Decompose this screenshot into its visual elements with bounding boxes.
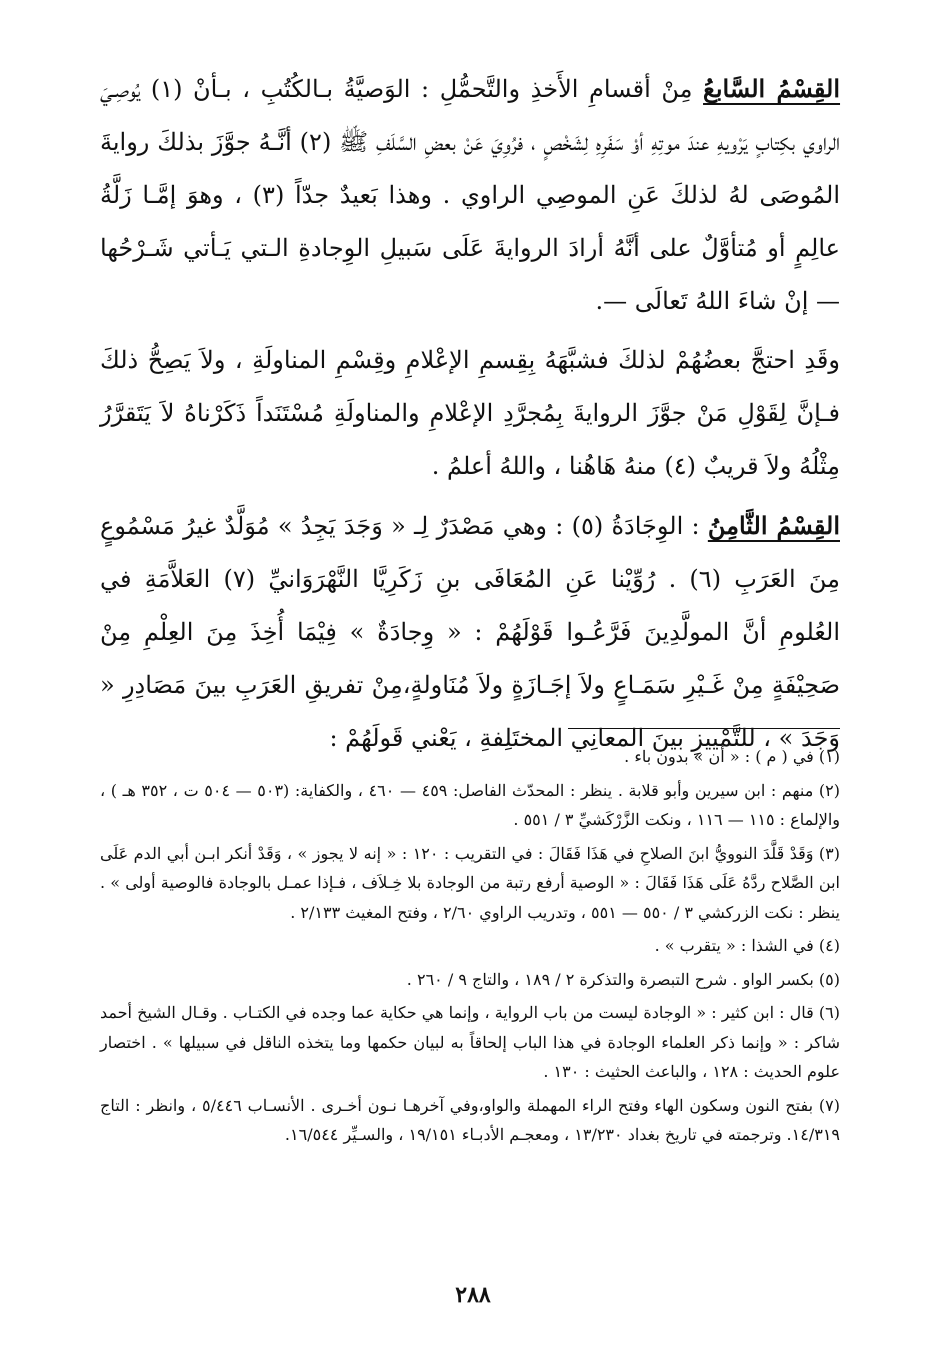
main-text <box>100 62 840 771</box>
paragraph-text: مِنْ أقسامِ الأَخذِ والتَّحمُّلِ : الوَصيَّةُ بـالكُتُبِ ، بـأنْ (١) يُوصِـيَ الراوي بكِتابٍ يَرْويهِ عندَ موتِهِ أوْ سَفَرِهِ لِشَخْصٍ ، فرُوِيَ عَنْ بعضِ السَّلَفِ ﷺ (٢) أنَّـهُ جوَّزَ بذلكَ روايةَ المُوصَى لهُ لذلكَ عَنِ الموصِي الراوي . وهذا بَعيدٌ جدّاً (٣) ، وهوَ إمَّـا زَلَّةُ عالِمٍ أو مُتأوَّلٌ على أنَّهُ أرادَ الروايةَ عَلَى سَبيلِ الوِجادةِ الـتي يَـأتي شَـرْحُها — إنْ شاءَ اللهُ تَعالَى —. <box>100 75 841 315</box>
footnote-7: (٧) بفتح النون وسكون الهاء وفتح الراء المهملة والواو،وفي آخرهـا نـون أخـرى . الأنسـاب ٥/٤٤٦ ، وانظر : التاج ١٤/٣١٩. وترجمته في تاريخ بغداد ١٣/٢٣٠ ، ومعجـم الأدبـاء ١٩/١٥١ ، والسـيِّر ١٦/٥٤٤. <box>100 1095 841 1144</box>
section-heading-seventh: القِسْمُ السَّابعُ <box>703 74 841 103</box>
footnote-3: (٣) وَقَدْ قَلَّدَ النوويُّ ابنَ الصلاحِ في هَذَا فَقَالَ : في التقريب : ١٢٠ : « إنه لا يجوز » ، وَقَدْ أنكر ابـن أبي الدم عَلَى ابن الصَّلاح ردَّهُ عَلَى هَذَا فَقَالَ : « الوصية أرفع رتبة من الوجادة بلا خِـلاَف ، فـإذا عمـل بالوجادة فالوصية أولى » . ينظر : نكت الزركشي ٣ / ٥٥٠ — ٥٥١ ، وتدريب الراوي ٢/٦٠ ، وفتح المغيث ٢/١٣٣ . <box>100 843 841 922</box>
page-number: ٢٨٨ <box>455 1282 491 1308</box>
footnote-2: (٢) منهم : ابن سيرين وأبو قلابة . ينظر : المحدّث الفاصل: ٤٥٩ — ٤٦٠ ، والكفاية: (٥٠٣ — ٥٠٤ ت ، ٣٥٢ هـ ) ، والإلماع : ١١٥ — ١١٦ ، ونكت الزَّرْكَشيِّ ٣ / ٥٥١ . <box>100 780 841 829</box>
footnote-separator <box>568 728 840 729</box>
footnote-4: (٤) في الشذا : « يتقرب » . <box>654 936 840 955</box>
paragraph-eighth-section <box>100 499 840 765</box>
footnote-6: (٦) قال : ابن كثير : « الوجادة ليست من باب الرواية ، وإنما هي حكاية عما وجده في الكتـاب . وقـال الشيخ أحمد شاكر : « وإنما ذكر العلماء الوجادة في هذا الباب إلحاقاً به لبيان حكمها وما يتخذه الناقل في سبيلها » . اختصار علوم الحديث : ١٢٨ ، والباعث الحثيث : ١٣٠ . <box>100 1003 840 1081</box>
footnote-1: (١) في ( م ) : « أن » بدون باء . <box>624 747 840 766</box>
footnotes <box>100 742 840 1154</box>
paragraph-text: وقَدِ احتجَّ بعضُهُمْ لذلكَ فشبَّهَهُ بِقِسمِ الإعْلامِ وقِسْمِ المناولَةِ ، ولاَ يَصِحُّ ذلكَ فـإنَّ لِقَوْلِ مَنْ جوَّزَ الروايةَ بِمُجرَّدِ الإعْلامِ والمناولَةِ مُسْتَنَداً ذَكَرْناهُ لاَ يَتَقرَّرُ مِثْلُهُ ولاَ قريبٌ (٤) منهُ هَاهُنا ، واللهُ أعلمُ . <box>100 346 840 480</box>
section-heading-eighth: القِسْمُ الثَّامِنُ <box>707 511 840 540</box>
paragraph-objection <box>100 334 840 493</box>
footnote-5: (٥) بكسر الواو . شرح التبصرة والتذكرة ٢ / ١٨٩ ، والتاج ٩ / ٢٦٠ . <box>406 969 840 989</box>
paragraph-seventh-section <box>100 62 840 328</box>
paragraph-text: : الوِجَادَةُ (٥) : وهي مَصْدَرٌ لِـ « وَجَدَ يَجِدُ » مُوَلَّدٌ غيرُ مَسْمُوعٍ مِنَ العَرَبِ (٦) . رُوِّيْنا عَنِ المُعَافَى بنِ زَكَرِيَّا النَّهْرَوَانيِّ (٧) العَلاَّمَةِ في العُلومِ أنَّ المولَّدِينَ فَرَّعُـوا قَوْلَهُمْ : « وِجادَةٌ » فِيْمَا أُخِذَ مِنَ العِلْمِ مِنْ صَحِيْفَةٍ مِنْ غَـيْرِ سَمَـاعٍ ولاَ إجَـازَةٍ ولاَ مُنَاولةٍ،مِنْ تفريقِ العَرَبِ بينَ مَصَادِرِ « وَجَدَ » ، للتَّمْييزِ بينَ المعانِي المختَلِفةِ ، يَعْني قَولَهُمْ : <box>100 512 841 752</box>
